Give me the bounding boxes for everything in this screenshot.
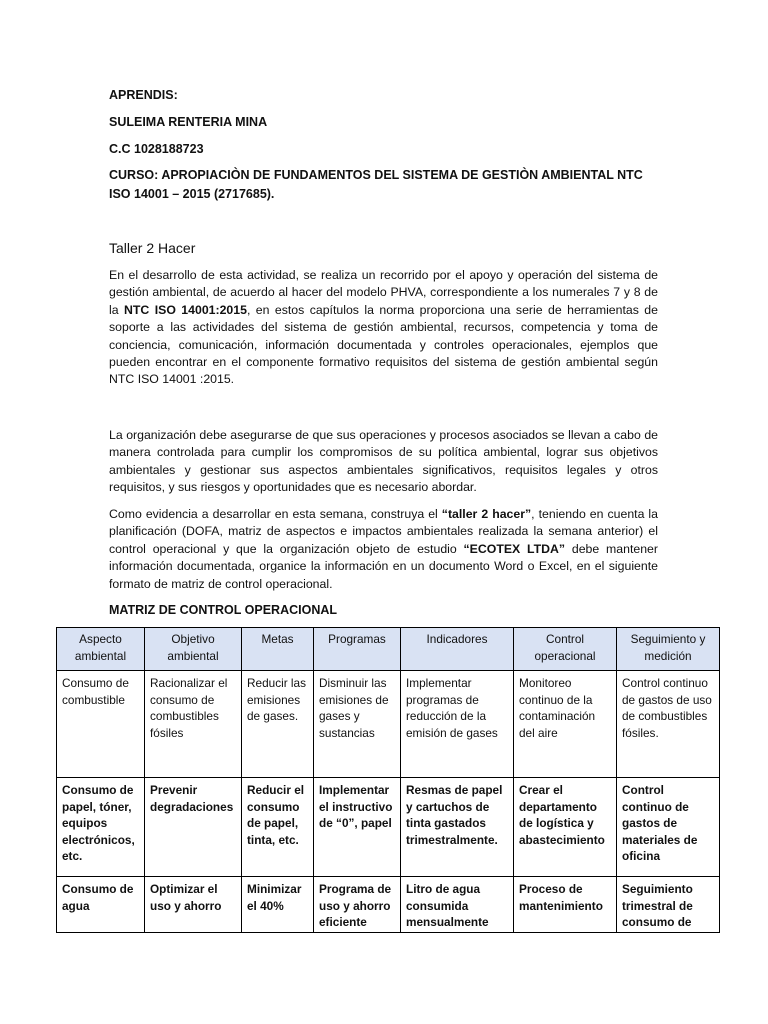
evidence-text-1: Como evidencia a desarrollar en esta semana, construya el [109, 507, 442, 521]
table-header-row [57, 628, 720, 671]
evidence-text-2: , teniendo en cuenta la planificación (DOFA, matriz de aspectos e impactos ambientales realizada la semana anterior) el control operacional y que la organización objeto de estudio [109, 507, 658, 556]
header-goals: Metas [242, 628, 314, 671]
header-objective: Objetivo ambiental [145, 628, 242, 671]
matrix-title: MATRIZ DE CONTROL OPERACIONAL [109, 603, 338, 617]
cell-text: Litro de agua consumida mensualmente [406, 882, 489, 929]
aprendis-label: APRENDIS: [109, 88, 178, 102]
header-aspect: Aspecto ambiental [57, 628, 145, 671]
intro-paragraph [109, 267, 658, 389]
organization-paragraph: La organización debe asegurarse de que sus operaciones y procesos asociados se llevan a cabo de manera controlada para cumplir los compromisos de su política ambiental, lograr sus objetivos ambientales y gestionar sus aspectos ambientales significativos, requisitos legales y otros requisitos, y sus riesgos y oportunidades que es necesario abordar. [109, 428, 658, 495]
cell-text: Consumo de agua [62, 882, 134, 913]
operational-control-matrix [56, 627, 720, 933]
evidence-text-3: debe mantener información documentada, organice la información en un documento Word o Excel, en el siguiente formato de matriz de control operacional. [109, 541, 658, 591]
table-cell: Implementar el instructivo de “0”, papel [314, 778, 401, 877]
table-cell [617, 877, 720, 933]
header-indicators: Indicadores [401, 628, 514, 671]
table-cell: Resmas de papel y cartuchos de tinta gastados trimestralmente. [401, 778, 514, 877]
intro-standard: NTC ISO 14001:2015 [124, 302, 247, 317]
student-name: SULEIMA RENTERIA MINA [109, 115, 268, 129]
student-id: C.C 1028188723 [109, 142, 204, 156]
header-monitoring: Seguimiento y medición [617, 628, 720, 671]
table-cell: Reducir las emisiones de gases. [242, 671, 314, 778]
intro-text-1: En el desarrollo de esta actividad, se realiza un recorrido por el apoyo y operación del sistema de gestión ambiental, de acuerdo al hacer del modelo PHVA, correspondiente a los numerales 7 y 8 de la [109, 268, 658, 317]
table-cell: Racionalizar el consumo de combustibles fósiles [145, 671, 242, 778]
cell-text: Seguimiento trimestral de consumo de [622, 882, 693, 929]
table-cell: Reducir el consumo de papel, tinta, etc. [242, 778, 314, 877]
table-cell: Control continuo de gastos de materiales de oficina [617, 778, 720, 877]
cell-text: Programa de uso y ahorro eficiente [319, 882, 392, 929]
header-control: Control operacional [514, 628, 617, 671]
table-cell: Consumo de papel, tóner, equipos electrónicos, etc. [57, 778, 145, 877]
table-cell: Monitoreo continuo de la contaminación del aire [514, 671, 617, 778]
table-cell: Disminuir las emisiones de gases y sustancias [314, 671, 401, 778]
section-title: Taller 2 Hacer [109, 240, 196, 256]
table-cell [314, 877, 401, 933]
table-cell [242, 877, 314, 933]
header-programs: Programas [314, 628, 401, 671]
table-cell [57, 877, 145, 933]
evidence-workshop: “taller 2 hacer” [441, 507, 532, 521]
table-cell [401, 877, 514, 933]
table-cell: Control continuo de gastos de uso de combustibles fósiles. [617, 671, 720, 778]
evidence-company: “ECOTEX LTDA” [463, 541, 566, 556]
table-cell: Prevenir degradaciones [145, 778, 242, 877]
table-cell: Consumo de combustible [57, 671, 145, 778]
table-cell: Implementar programas de reducción de la emisión de gases [401, 671, 514, 778]
evidence-paragraph [109, 506, 658, 593]
table-row [57, 877, 720, 933]
table-cell [514, 877, 617, 933]
cell-text: Optimizar el uso y ahorro [150, 882, 222, 913]
table-row [57, 778, 720, 877]
cell-text: Minimizar el 40% [247, 882, 302, 913]
table-cell [145, 877, 242, 933]
intro-text-2: , en estos capítulos la norma proporciona una serie de herramientas de soporte a las actividades del sistema de gestión ambiental, recursos, competencia y toma de conciencia, comunicación, información documentada y controles operacionales, ejemplos que pueden encontrar en el componente formativo requisitos del sistema de gestión ambiental según NTC ISO 14001 :2015. [109, 302, 658, 387]
table-cell: Crear el departamento de logística y abastecimiento [514, 778, 617, 877]
course-title: CURSO: APROPIACIÒN DE FUNDAMENTOS DEL SISTEMA DE GESTIÒN AMBIENTAL NTC ISO 14001 – 2015 (2717685). [109, 168, 643, 201]
cell-text: Proceso de mantenimiento [519, 882, 603, 913]
table-row [57, 671, 720, 778]
